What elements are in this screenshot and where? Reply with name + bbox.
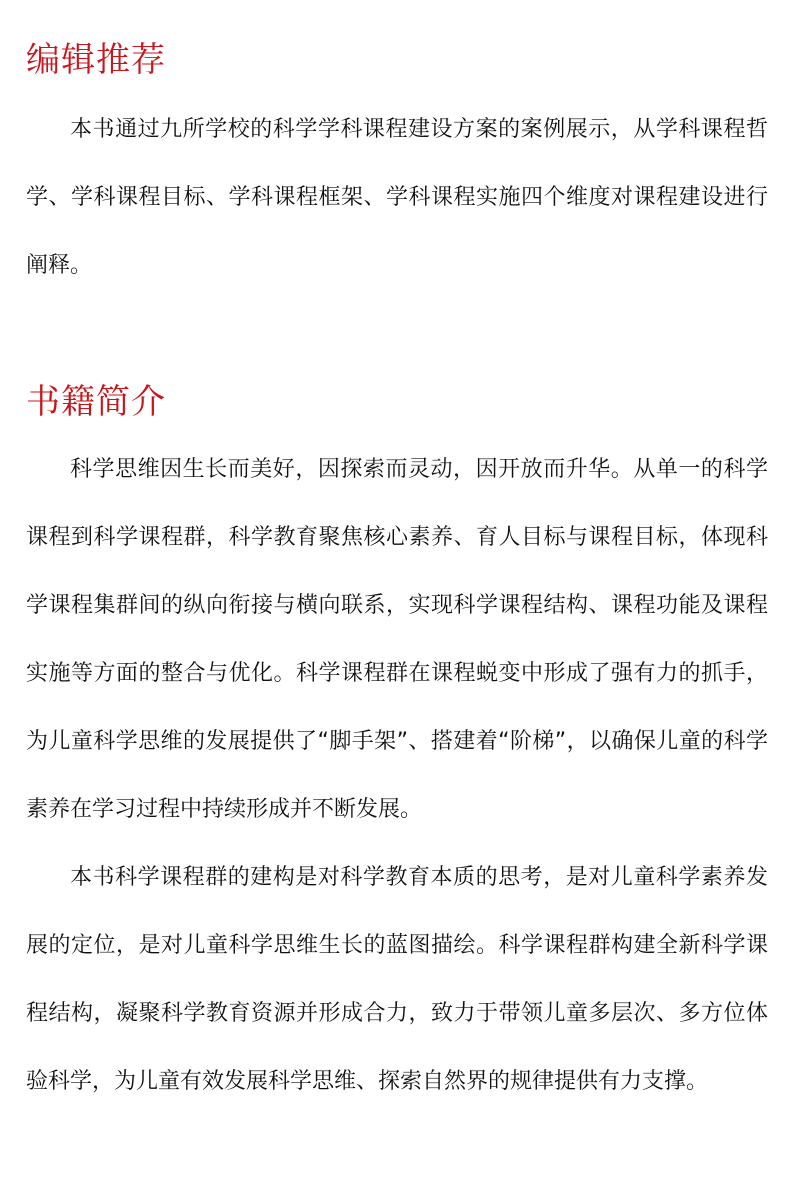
section-title-book-intro: 书籍简介 <box>26 382 166 422</box>
book-intro-paragraph-1: 科学思维因生长而美好，因探索而灵动，因开放而升华。从单一的科学课程到科学课程群，科学教育聚焦核心素养、育人目标与课程目标，体现科学课程集群间的纵向衔接与横向联系，实现科学课程结构、课程功能及课程实施等方面的整合与优化。科学课程群在课程蜕变中形成了强有力的抓手，为儿童科学思维的发展提供了“脚手架”、搭建着“阶梯”，以确保儿童的科学素养在学习过程中持续形成并不断发展。 <box>26 457 768 822</box>
document-page <box>26 0 768 1180</box>
section-title-editor-recommendation: 编辑推荐 <box>26 40 166 80</box>
editor-recommendation-paragraph: 本书通过九所学校的科学学科课程建设方案的案例展示，从学科课程哲学、学科课程目标、学科课程框架、学科课程实施四个维度对课程建设进行阐释。 <box>26 117 768 278</box>
book-intro-paragraph-2: 本书科学课程群的建构是对科学教育本质的思考，是对儿童科学素养发展的定位，是对儿童科学思维生长的蓝图描绘。科学课程群构建全新科学课程结构，凝聚科学教育资源并形成合力，致力于带领儿童多层次、多方位体验科学，为儿童有效发展科学思维、探索自然界的规律提供有力支撑。 <box>26 865 768 1094</box>
